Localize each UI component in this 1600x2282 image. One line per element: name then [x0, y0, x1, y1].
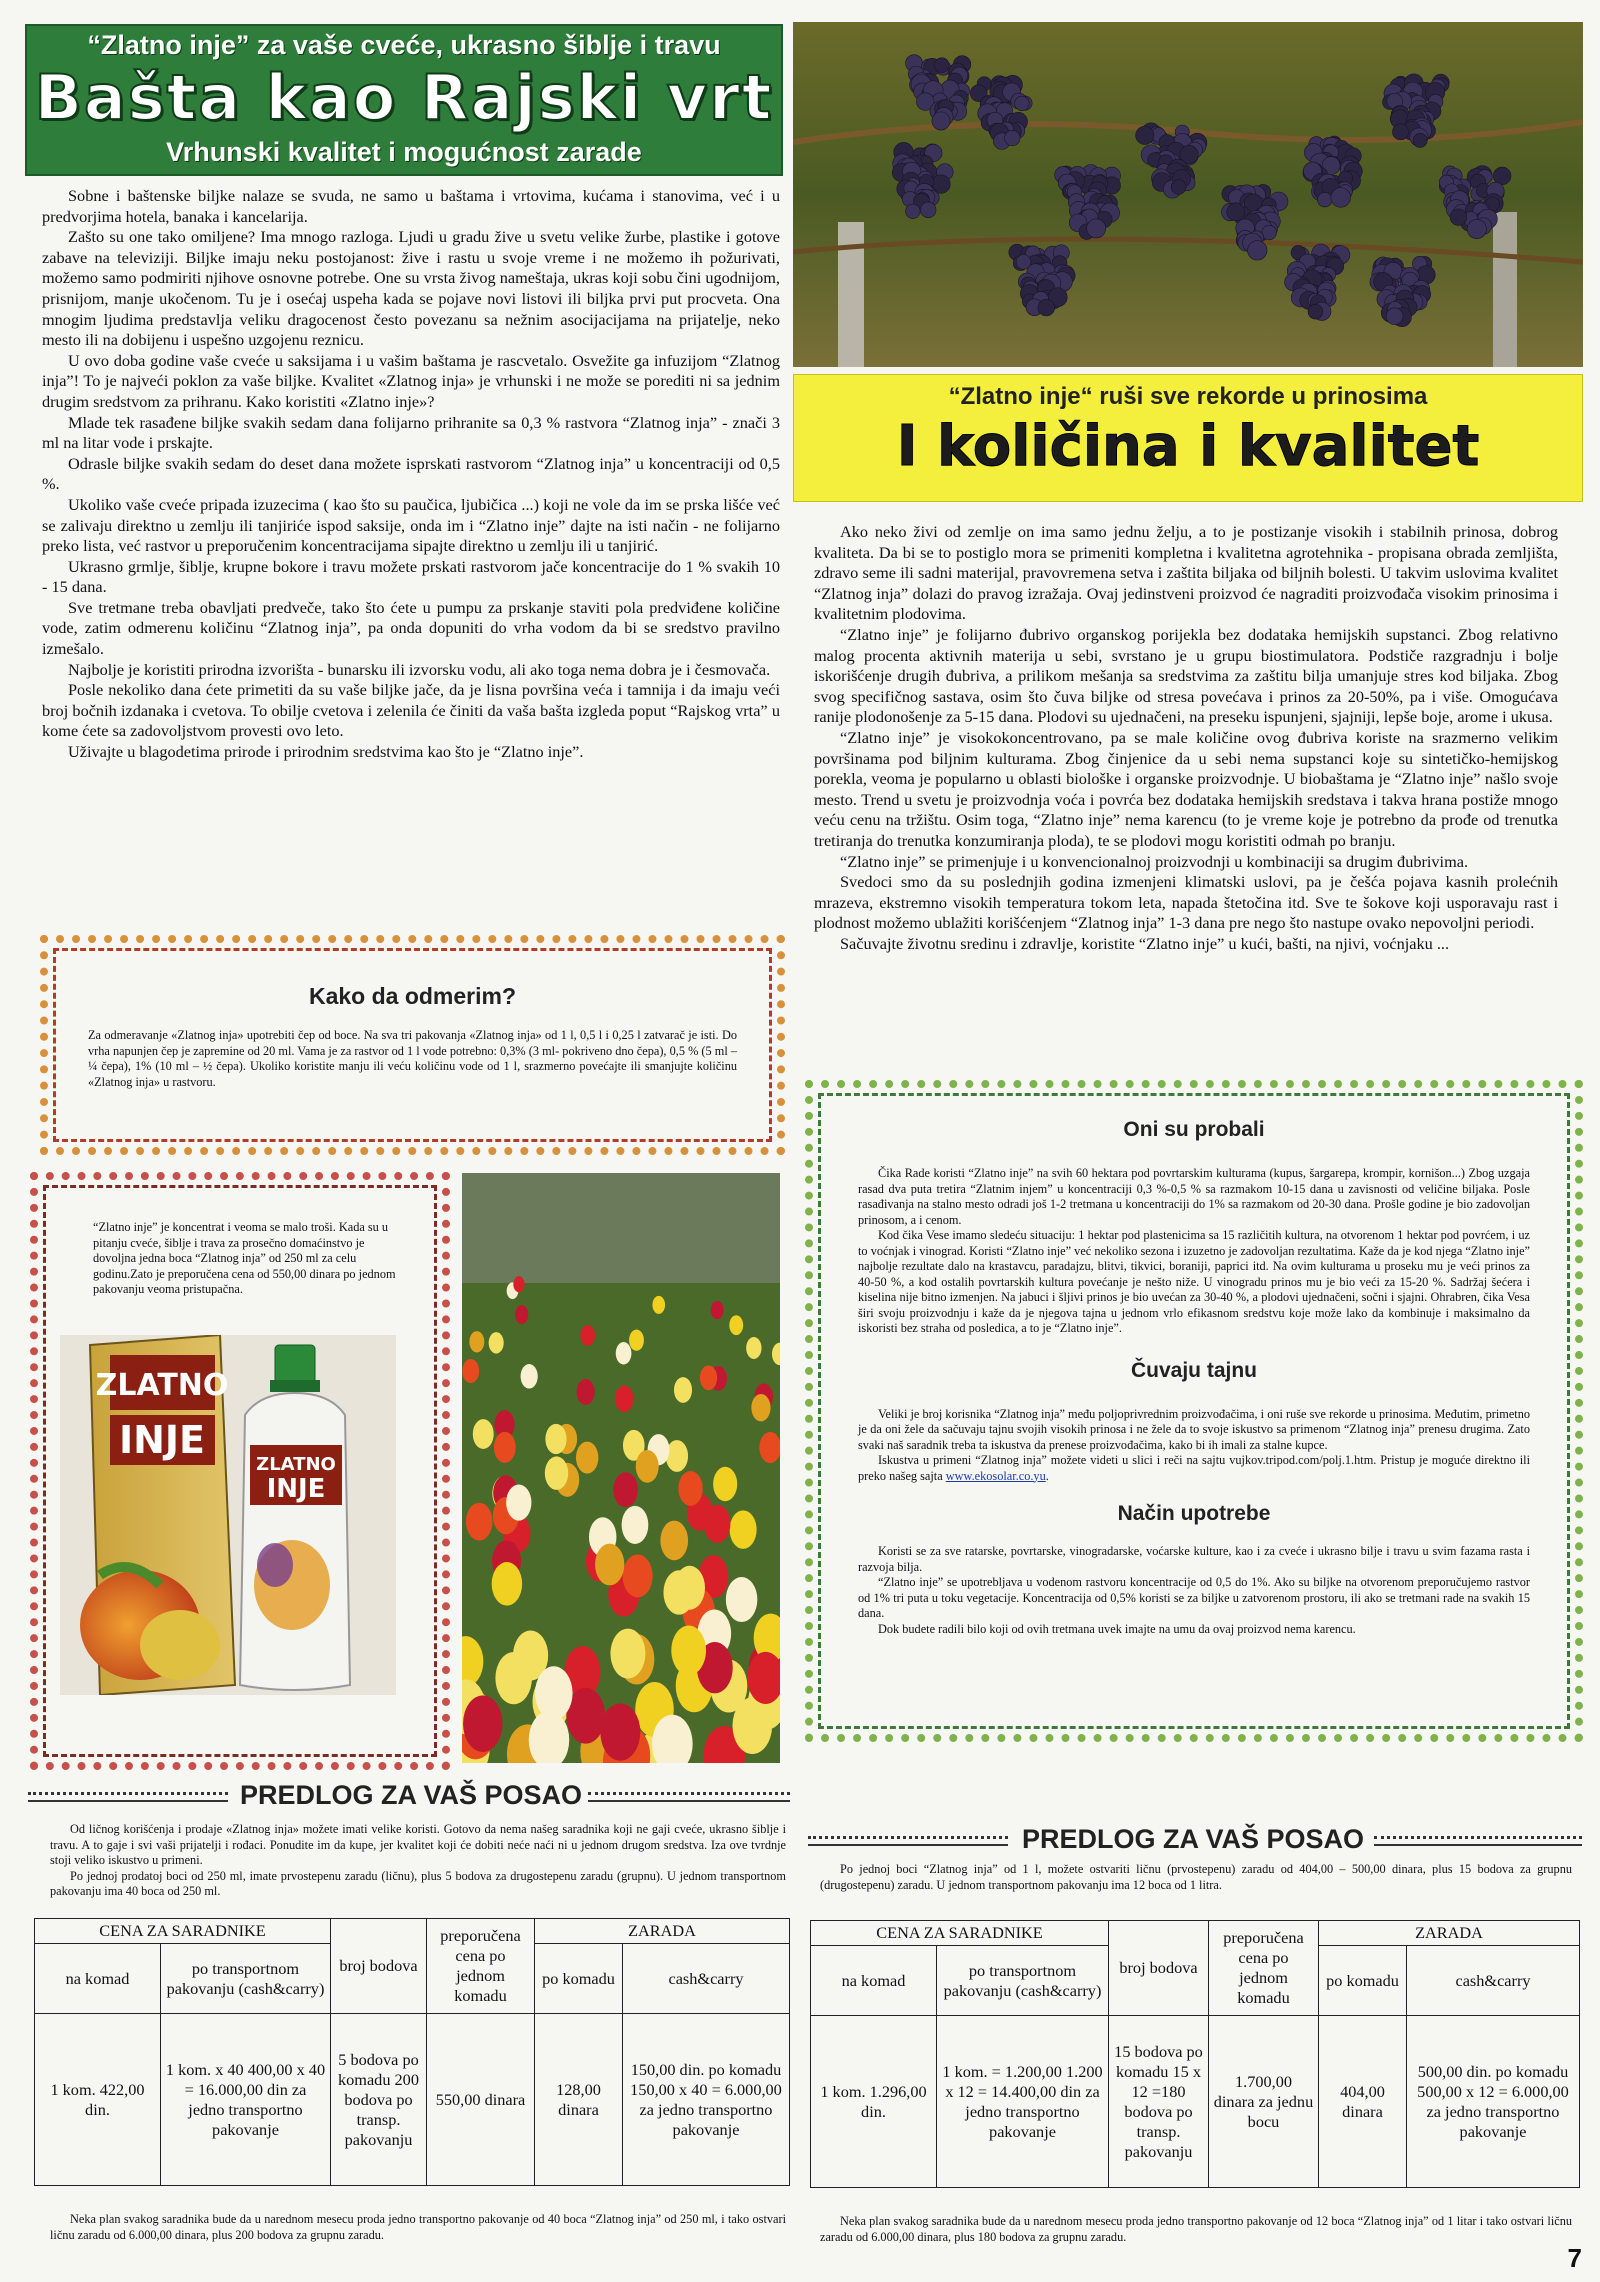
article-right-paragraph: Svedoci smo da su poslednjih godina izmenjeni klimatski uslovi, pa je češća pojava kasnih prolećnih mrazeva, ekstremno visokih temperatura tokom leta, napada štetočina itd. Sve te šokove koji usporavaju rast i plodnost možemo ublažiti korišćenjem “Zlatnog inja” 1-3 dana pre nego što nastupe ovako nepovoljni periodi. — [814, 872, 1558, 933]
testimonial-vesa: Kod čika Vese imamo sledeću situaciju: 1 hektar pod plastenicima sa 15 različitih kultura, na otvorenom 1 hektar pod povrćem, i uz to voćnjak i vinograd. Koristi “Zlatno inje” već nekoliko sezona i izuzetno je zadovoljan rezultatima. Kaže da je kod njega “Zlatno inje” najbolje rezultate dalo na krastavcu, paradajzu, blitvi, tikvici, boraniji, paprici itd. Na ovim kulturama u proseku mu je veći prinos za 40-50 %, a kod ostalih povrtarskih kultura povećanje je nešto niže. U vinogradu prinos mu je bio veći za 15-20 %. Sadržaj šećera i kiselina nije bitno izmenjen. Na jabuci i šljivi prinos je bio uvećan za 30-40 %, a plodovi ujednačeni, sočni i sjajni. Ohrabren, čika Vesa širi svoju proizvodnju i kaže da je njegova tajna u jednom vrlo efikasnom sredstvu koje može lako da kombinuje i maksimalno da iskoristi bez straha od posledica, a to je “Zlatno inje”. — [858, 1228, 1530, 1335]
article-right-paragraph: “Zlatno inje” je visokokoncentrovano, pa se male količine ovog đubriva koriste na srazmerno velikim površinama pod biljnim kulturama. Zbog činjenice da u sebi nema supstanci koje su sintetičko-hemijskog porekla, veoma je popularno u oblasti biološke i organske proizvodnje. U biobaštama je “Zlatno inje” našlo svoje mesto. Trend u svetu je proizvodnja voća i povrća bez dodataka hemijskih sredstava i takva hrana postiže mnogo veću cenu na tržištu. Osim toga, “Zlatno inje” nema karencu (to je vreme koje je potrebno da prođe od trenutka tretiranja do trenutka konzumiranja ploda), te se plodovi mogu koristiti odmah po branju. — [814, 727, 1558, 850]
svg-text:INJE: INJE — [266, 1474, 326, 1504]
predlog-left-intro — [50, 1822, 786, 1900]
header-right-banner — [793, 374, 1583, 502]
squiggle-divider — [1374, 1836, 1582, 1846]
th-po-komadu: po komadu — [1319, 1946, 1407, 2016]
predlog-right-intro — [820, 1862, 1572, 1893]
article-left-paragraph: Sobne i baštenske biljke nalaze se svuda, ne samo u baštama i vrtovima, kućama i stanovima, već i u predvorjima hotela, banaka i kancelarija. — [42, 186, 780, 226]
predlog-left-outro — [50, 2212, 786, 2243]
testimonials-text — [858, 1166, 1530, 1337]
page-number: 7 — [1567, 2243, 1582, 2273]
price-table-right — [810, 1920, 1580, 2188]
price-table-left — [34, 1918, 790, 2186]
predlog-right-outro — [820, 2214, 1572, 2245]
tulips-illustration — [462, 1173, 780, 1763]
product-illustration — [60, 1335, 396, 1695]
td-broj: 15 bodova po komadu 15 x 12 =180 bodova po transp. pakovanju — [1109, 2016, 1209, 2188]
header-left-kicker: “Zlatno inje” za vaše cveće, ukrasno šiblje i travu — [87, 30, 721, 60]
header-left-banner — [25, 24, 783, 176]
header-right-title: I količina i kvalitet — [896, 414, 1480, 479]
grapes-illustration — [793, 22, 1583, 367]
squiggle-divider — [28, 1792, 228, 1802]
squiggle-divider — [588, 1792, 790, 1802]
td-po-komadu: 128,00 dinara — [535, 2014, 623, 2186]
usage-paragraph: Koristi se za sve ratarske, povrtarske, vinogradarske, voćarske kulture, kao i za cveće i ukrasno bilje i travu u svim fazama rasta i razvoja bilja. — [858, 1544, 1530, 1574]
secret-title: Čuvaju tajnu — [1130, 1358, 1257, 1382]
header-left-subtitle: Vrhunski kvalitet i mogućnost zarade — [166, 137, 642, 167]
th-cash-carry: cash&carry — [1407, 1946, 1580, 2016]
secret-text — [858, 1407, 1530, 1485]
header-left-title: Bašta kao Rajski vrt — [34, 61, 774, 134]
usage-paragraph: Dok budete radili bilo koji od ovih tretmana uvek imajte na umu da ovaj proizvod nema karencu. — [878, 1621, 1356, 1636]
th-transport: po transportnom pakovanju (cash&carry) — [937, 1946, 1109, 2016]
th-zarada: ZARADA — [535, 1919, 790, 1944]
testimonial-rade: Čika Rade koristi “Zlatno inje” na svih 60 hektara pod povrtarskim kulturama (kupus, šargarepa, krompir, kornišon...) Zbog uzgaja rasad dva puta tretira “Zlatnim injem” u koncentraciji 0,3 %-0,5 % sa razmakom 10-15 dana u zavisnosti od veličine biljaka. Posle rasađivanja na stalno mesto odradi još 1-2 tretmana u koncentraciji do 1% sa razmakom od 20-30 dana. Prošle godine je bio zadovoljan prinosom, a i cenom. — [858, 1166, 1530, 1227]
article-right-paragraph: “Zlatno inje” je folijarno đubrivo organskog porijekla bez dodataka hemijskih supstanci. Zbog relativno malog procenta aktivnih materija u sebi, svrstano je u grupu biostimulatora. Podstiče razgradnju i bolje iskorišćenje drugih đubriva, a prilikom mešanja sa sredstvima za zaštitu bilja umanjuje stres kod biljaka. Zbog svog specifičnog sastava, osim što čuva biljke od stresa povećava i prinos za 20-50%, pa i više. Omogućava ranije plodonošenje za 5-15 dana. Plodovi su ujednačeni, na preseku ispunjeni, sjajniji, lepše boje, arome i ukusa. — [814, 624, 1558, 727]
th-preporucena: preporučena cena po jednom komadu — [1209, 1921, 1319, 2016]
td-cash-carry: 150,00 din. po komadu 150,00 x 40 = 6.000,00 za jedno transportno pakovanje — [623, 2014, 790, 2186]
secret-paragraph-link — [858, 1453, 1530, 1484]
article-left-paragraph: Zašto su one tako omiljene? Ima mnogo razloga. Ljudi u gradu žive u svetu velike žurbe, plastike i gotove zabave na televiziji. Biljke imaju neku postojanost: žive i rastu u svoje vreme i ne možemo ih požurivati, možemo samo podmiriti njihove osnovne potrebe. One su vrsta živog nameštaja, ukras koji sobu čini ugodnijom, prisnijom, manje ukočenom. Tu je i osećaj uspeha kada se pojave novi listovi ili biljka prvi put procveta. Ona mnogim ljudima predstavlja veliku dragocenost često povezanu sa nežnim asocijacijama na prijatelje, neko mesto ili na dobijenu i uspešno uzgojenu reznicu. — [42, 227, 780, 350]
header-right-kicker: “Zlatno inje“ ruši sve rekorde u prinosima — [948, 383, 1428, 410]
predlog-left-intro-text: Od ličnog korišćenja i prodaje «Zlatnog inja» možete imati velike koristi. Gotovo da nema našeg saradnika koji ne gaji cveće, ukrasno šiblje i travu. A to gaje i svi vaši prijatelji i rođaci. Ponudite im da kupe, jer kvalitet koji će dobiti neće naći ni u jednom drugom sredstva. Iza ove tvrdnje stoji veliko iskustvo u primeni. — [50, 1822, 786, 1867]
td-transport: 1 kom. x 40 400,00 x 40 = 16.000,00 din za jedno transportno pakovanje — [161, 2014, 331, 2186]
td-cash-carry: 500,00 din. po komadu 500,00 x 12 = 6.000,00 za jedno transportno pakovanje — [1407, 2016, 1580, 2188]
th-broj: broj bodova — [1109, 1921, 1209, 2016]
measure-box — [40, 935, 785, 1155]
secret-text-lead: Iskustva u primeni “Zlatnog inja” možete videti u slici i reči na sajtu vujkov.tripod.com/polj.1.htm. Pristup je moguće direktno ili preko našeg sajta — [858, 1453, 1530, 1483]
article-left — [42, 186, 780, 763]
grapes-photo — [793, 22, 1583, 367]
predlog-right-outro-text: Neka plan svakog saradnika bude da u narednom mesecu proda jedno transportno pakovanje od 12 boca “Zlatnog inja” od 1 litar i tako ostvari ličnu zaradu od 6.000,00 dinara, plus 180 bodova za grupnu zaradu. — [820, 2214, 1572, 2244]
td-broj: 5 bodova po komadu 200 bodova po transp. pakovanju — [331, 2014, 427, 2186]
td-na-komad: 1 kom. 422,00 din. — [35, 2014, 161, 2186]
predlog-left-heading: PREDLOG ZA VAŠ POSAO — [240, 1780, 583, 1810]
product-image — [60, 1335, 396, 1695]
td-na-komad: 1 kom. 1.296,00 din. — [811, 2016, 937, 2188]
measure-box-text: Za odmeravanje «Zlatnog inja» upotrebiti čep od boce. Na sva tri pakovanja «Zlatnog inja» od 1 l, 0,5 l i 0,25 l zatvarač je isti. Do vrha napunjen čep je zapremine od 20 ml. Vama je za rastvor od 1 l vode potrebno: 0,3% (3 ml- pokriveno dno čepa), 0,5 % (5 ml – ¼ čepa), 1% (10 ml – ½ čepa). Ukoliko koristite manju ili veću količinu vode od 1 l, srazmerno povećajte ili smanjujte količinu «Zlatnog inja» u rastvoru. — [88, 1028, 737, 1089]
th-broj: broj bodova — [331, 1919, 427, 2014]
th-cena: CENA ZA SARADNIKE — [35, 1919, 331, 1944]
secret-text-end: . — [1045, 1468, 1049, 1483]
box-label: ZLATNO — [95, 1368, 229, 1403]
th-na-komad: na komad — [35, 1944, 161, 2014]
testimonials-box — [805, 1080, 1583, 1742]
tulips-photo — [462, 1173, 780, 1763]
squiggle-divider — [808, 1836, 1008, 1846]
article-left-paragraph: Posle nekoliko dana ćete primetiti da su vaše biljke jače, da je lisna površina veća i tamnija i da imaju veći broj bočnih izdanaka i cvetova. To obilje cvetova i zelenila će činiti da vaša bašta izgleda poput “Rajskog vrta” u kome ćete sa zadovoljstvom provesti ovo leto. — [42, 680, 780, 741]
promo-box-text: “Zlatno inje” je koncentrat i veoma se malo troši. Kada su u pitanju cveće, šiblje i trava za prosečno domaćinstvo je dovoljna jedna boca “Zlatnog inja” od 250 ml za celu godinu.Zato je preporučena cena od 550,00 dinara po jednom pakovanju veoma pristupačna. — [93, 1220, 396, 1296]
article-left-paragraph: Najbolje je koristiti prirodna izvorišta - bunarsku ili izvorsku vodu, ali ako toga nema dobra je i česmovača. — [68, 659, 771, 679]
usage-text — [858, 1544, 1530, 1637]
ekosolar-link[interactable]: www.ekosolar.co.yu — [945, 1468, 1046, 1483]
predlog-left-intro-text: Po jednoj prodatoj boci od 250 ml, imate prvostepenu zaradu (ličnu), plus 5 bodova za drugostepenu zaradu (grupnu). U jednom transportnom pakovanju ima 40 boca od 250 ml. — [50, 1868, 786, 1898]
usage-title: Način upotrebe — [1117, 1502, 1271, 1525]
usage-paragraph: “Zlatno inje” se upotrebljava u vodenom rastvoru koncentracije od 0,5 do 1%. Ako su biljke na otvorenom preporučujemo rastvor od 1% tri puta u toku vegetacije. Koncentracija od 0,5% koristi se za biljke u zatvorenom prostoru, ili ako se tretmani rade na svakih 15 dana. — [858, 1575, 1530, 1620]
th-na-komad: na komad — [811, 1946, 937, 2016]
article-left-paragraph: Odrasle biljke svakih sedam do deset dana možete isprskati rastvorom “Zlatnog inja” u koncentraciji od 0,5 %. — [42, 453, 780, 494]
predlog-right-heading: PREDLOG ZA VAŠ POSAO — [1022, 1824, 1365, 1854]
article-right-paragraph: “Zlatno inje” se primenjuje i u konvencionalnoj proizvodnji u kombinaciji sa drugim đubrivima. — [840, 851, 1469, 871]
th-zarada: ZARADA — [1319, 1921, 1580, 1946]
svg-text:INJE: INJE — [118, 1418, 206, 1462]
td-po-komadu: 404,00 dinara — [1319, 2016, 1407, 2188]
th-transport: po transportnom pakovanju (cash&carry) — [161, 1944, 331, 2014]
th-cash-carry: cash&carry — [623, 1944, 790, 2014]
th-po-komadu: po komadu — [535, 1944, 623, 2014]
article-right-paragraph: Sačuvajte životnu sredinu i zdravlje, koristite “Zlatno inje” u kući, bašti, na njivi, voćnjaku ... — [840, 933, 1450, 953]
th-preporucena: preporučena cena po jednom komadu — [427, 1919, 535, 2014]
article-left-paragraph: Uživajte u blagodetima prirode i prirodnim sredstvima kao što je “Zlatno inje”. — [68, 742, 584, 762]
measure-box-title: Kako da odmerim? — [308, 983, 517, 1009]
td-preporucena: 550,00 dinara — [427, 2014, 535, 2186]
testimonials-title: Oni su probali — [1123, 1118, 1265, 1141]
th-cena: CENA ZA SARADNIKE — [811, 1921, 1109, 1946]
article-right-paragraph: Ako neko živi od zemlje on ima samo jednu želju, a to je postizanje visokih i stabilnih prinosa, dobrog kvaliteta. Da bi se to postiglo mora se primeniti kompletna i kvalitetna agrotehnika - propisana obrada zemljišta, zdravo seme ili sadni materijal, pravovremena setva i zaštita biljaka od biljnih bolesti. U takvim uslovima kvalitet “Zlatnog inja” dolazi do pravog izražaja. Ovaj jedinstveni proizvod će nagraditi proizvođača visokim prinosima i kvalitetnim plodovima. — [814, 522, 1558, 624]
article-left-paragraph: U ovo doba godine vaše cveće u saksijama i u vašim baštama je rascvetalo. Osvežite ga infuzijom “Zlatnog inja”! To je najveći poklon za vaše biljke. Kvalitet «Zlatnog inja» je vrhunski i ne može se porediti ni sa jednim drugim sredstvom za prihranu. Kako koristiti «Zlatno inje»? — [42, 350, 780, 411]
article-left-paragraph: Sve tretmane treba obavljati predveče, tako što ćete u pumpu za prskanje staviti pola predviđene količine vode, zatim odmerenu količinu “Zlatnog inja”, pa onda dopuniti do vrha vodom da bi se sredstvo pravilno izmešalo. — [42, 597, 780, 659]
td-preporucena: 1.700,00 dinara za jednu bocu — [1209, 2016, 1319, 2188]
td-transport: 1 kom. = 1.200,00 1.200 x 12 = 14.400,00 din za jedno transportno pakovanje — [937, 2016, 1109, 2188]
predlog-right-heading-row — [808, 1826, 1582, 1856]
article-left-paragraph: Ukoliko vaše cveće pripada izuzecima ( kao što su paučica, ljubičica ...) koji ne vole da im se prska lišće već se zalivaju direktno u zemlju ili tanjiriće ispod saksije, onda im i “Zlatno inje” dajte na isti način - ne folijarno preko lista, već rastvor u preporučenim koncentracijama sipajte direktno u zemlju ili u tanjirić. — [42, 494, 780, 556]
predlog-right-intro-text: Po jednoj boci “Zlatnog inja” od 1 l, možete ostvariti ličnu (prvostepenu) zaradu od 404,00 – 500,00 dinara, plus 15 bodova za grupnu (drugostepenu) zaradu. U jednom transportnom pakovanju ima 12 boca od 1 litra. — [820, 1862, 1572, 1892]
secret-paragraph: Veliki je broj korisnika “Zlatnog inja” među poljoprivrednim proizvođačima, i oni ruše sve rekorde u prinosima. Međutim, primetno je da oni žele da sačuvaju tajnu svojih visokih prinosa i ne žele da to svoje iskustvo sa primenom “Zlatnog inja” prenesu drugima. Zato svaki naš saradnik treba ta iskustva da prenese proizvođačima, kako bi ih imali za stalne kupce. — [858, 1406, 1530, 1452]
predlog-left-heading-row — [28, 1782, 790, 1812]
article-left-paragraph: Mlade tek rasađene biljke svakih sedam dana folijarno prihranite sa 0,3 % rastvora “Zlatnog inja” - znači 3 ml na litar vode i prskajte. — [42, 412, 780, 453]
article-left-paragraph: Ukrasno grmlje, šiblje, krupne bokore i travu možete prskati rastvorom jače koncentracije do 1 % svakih 10 - 15 dana. — [42, 556, 780, 597]
predlog-left-outro-text: Neka plan svakog saradnika bude da u narednom mesecu proda jedno transportno pakovanje od 40 boca “Zlatnog inja” od 250 ml, i tako ostvari ličnu zaradu od 6.000,00 dinara, plus 200 bodova za grupnu zaradu. — [50, 2212, 786, 2242]
article-right — [814, 522, 1558, 954]
svg-text:ZLATNO: ZLATNO — [256, 1454, 336, 1475]
